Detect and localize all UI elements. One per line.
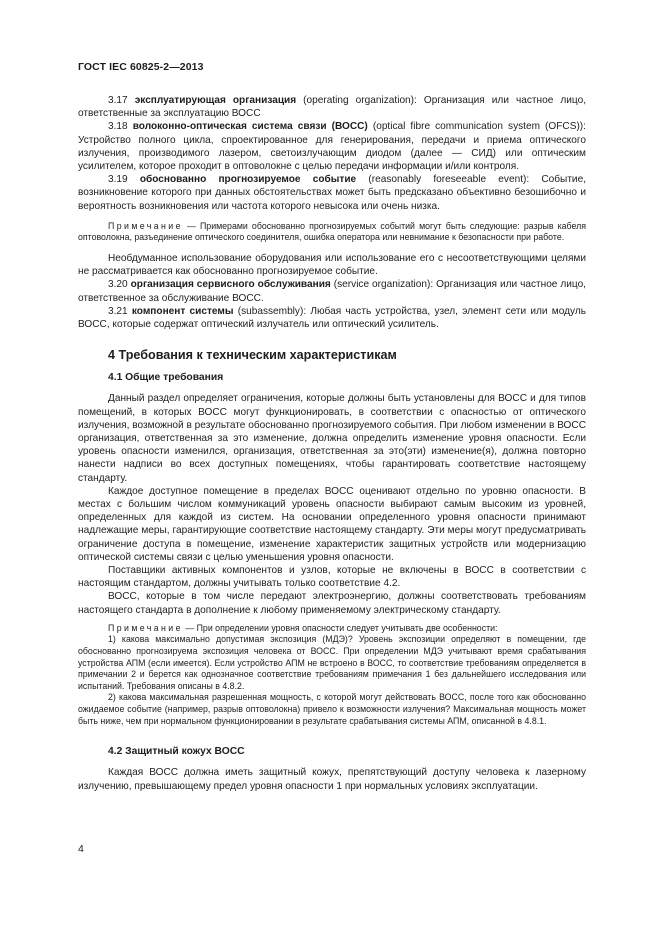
note-1: Примечание — Примерами обоснованно прогнозируемых событий могут быть следующие: разрыв кабеля оптоволокна, разъединение оптического соединителя, ошибка оператора или невнимание к безопасности при работе.	[78, 220, 586, 243]
term: компонент системы	[131, 305, 234, 317]
term: эксплуатирующая организация	[134, 95, 297, 106]
term: организация сервисного обслуживания	[130, 279, 331, 291]
section-4-2-heading: 4.2 Защитный кожух ВОСС	[108, 746, 245, 758]
definition-3-21: 3.21 компонент системы (subassembly): Любая часть устройства, узел, элемент сети или модуль ВОСС, которые содержат оптический излучатель или оптический усилитель.	[78, 305, 586, 331]
paragraph-misuse: Необдуманное использование оборудования или использование его с несоответствующими целями не рассматривается как обоснованно прогнозируемое событие.	[78, 253, 586, 278]
paragraph: Поставщики активных компонентов и узлов, которые не включены в ВОСС в соответствии с настоящим стандартом, должны учитывать только соответствие 4.2.	[78, 565, 586, 590]
section-4-1-heading: 4.1 Общие требования	[108, 372, 224, 384]
note-2-item-2: 2) какова максимальная разрешенная мощность, с которой могут действовать ВОСС, после того как обоснованно ожидаемое событие (например, разрыв оптоволокна) привело к возможности излучения? Максимальная мощность может быть ниже, чем при нормальном функционировании в результате срабатывания системы АПМ, описанной в 4.8.1.	[78, 692, 586, 726]
note-2-item-1: 1) какова максимально допустимая экспозиция (МДЭ)? Уровень экспозиции определяют в помещении, где обоснованно прогнозируема экспозиция человека от ВОСС. При определении МДЭ учитывают время срабатывания устройства АПМ (если имеется). Если устройство АПМ не встроено в ВОСС, то соответствие требованиям определяется в примечании 2 и берется как однозначное соответствие требованиям примечания 1 без дальнейшего исследования или испытаний. Требования описаны в 4.8.2.	[78, 634, 586, 691]
page-content	[78, 94, 586, 793]
section-4-heading: 4 Требования к техническим характеристикам	[108, 348, 397, 363]
term: обоснованно прогнозируемое событие	[139, 174, 357, 186]
paragraph: Каждая ВОСС должна иметь защитный кожух, препятствующий доступу человека к лазерному излучению, превышающему предел уровня опасности 1 при нормальных условиях эксплуатации.	[78, 767, 586, 792]
note-label: Примечание	[108, 622, 183, 633]
definition-3-17: 3.17 эксплуатирующая организация (operating organization): Организация или частное лицо, ответственные за эксплуатацию ВОСС	[78, 95, 586, 120]
paragraph: Данный раздел определяет ограничения, которые должны быть установлены для ВОСС и для типов помещений, в которых ВОСС могут функционировать, в соответствии с опасностью от оптического излучения, возможной в результате обоснованно прогнозируемого события. При любом изменении в ВОСС организация, ответственная за это изменение, должна определить изменение уровня опасности. Если уровень опасности изменился, организация, ответственная за это(эти) изменение(я), должна повторно нанести надписи во всех доступных помещениях, чтобы гарантировать соответствие настоящему стандарту.	[78, 393, 586, 484]
note-label: Примечание	[108, 220, 183, 231]
paragraph: Каждое доступное помещение в пределах ВОСС оценивают отдельно по уровню опасности. В местах с большим числом коммуникаций уровень опасности выбирают самым высоким из уровней, определенных для каждой из систем. На основании определенного уровня опасности принимают надлежащие меры, гарантирующие соответствие настоящему стандарту. Эти меры могут предусматривать ограничение доступа в помещение, изменение характеристик защитных устройств или модернизацию оптической системы связи с целью уменьшения уровня опасности.	[78, 485, 586, 563]
paragraph: ВОСС, которые в том числе передают электроэнергию, должны соответствовать требованиям настоящего стандарта в дополнение к любому применяемому электрическому стандарту.	[78, 591, 586, 616]
note-2: Примечание — При определении уровня опасности следует учитывать две особенности:	[108, 622, 498, 633]
page-number: 4	[78, 843, 84, 855]
definition-3-20: 3.20 организация сервисного обслуживания (service organization): Организация или частное лицо, ответственное за обслуживание ВОСС.	[78, 279, 586, 304]
term: волоконно-оптическая система связи (ВОСС)	[132, 121, 368, 133]
page-header-standard-id: ГОСТ IEC 60825-2—2013	[78, 61, 204, 73]
definition-3-18: 3.18 волоконно-оптическая система связи (ВОСС) (optical fibre communication system (OFCS)): Устройство полного цикла, спроектированное для генерирования, передачи и приема оптического излучения, производимого лазером, светоизлучающим диодом (далее — СИД) или оптическим усилителем, которое проходит в оптоволокне с целью передачи информации и/или контроля.	[78, 121, 586, 173]
definition-3-19: 3.19 обоснованно прогнозируемое событие (reasonably foreseeable event): Событие, возникновение которого при данных обстоятельствах может быть предсказано объективно безошибочно и вероятность возникновения или частота которого невысока или очень низка.	[78, 174, 586, 212]
